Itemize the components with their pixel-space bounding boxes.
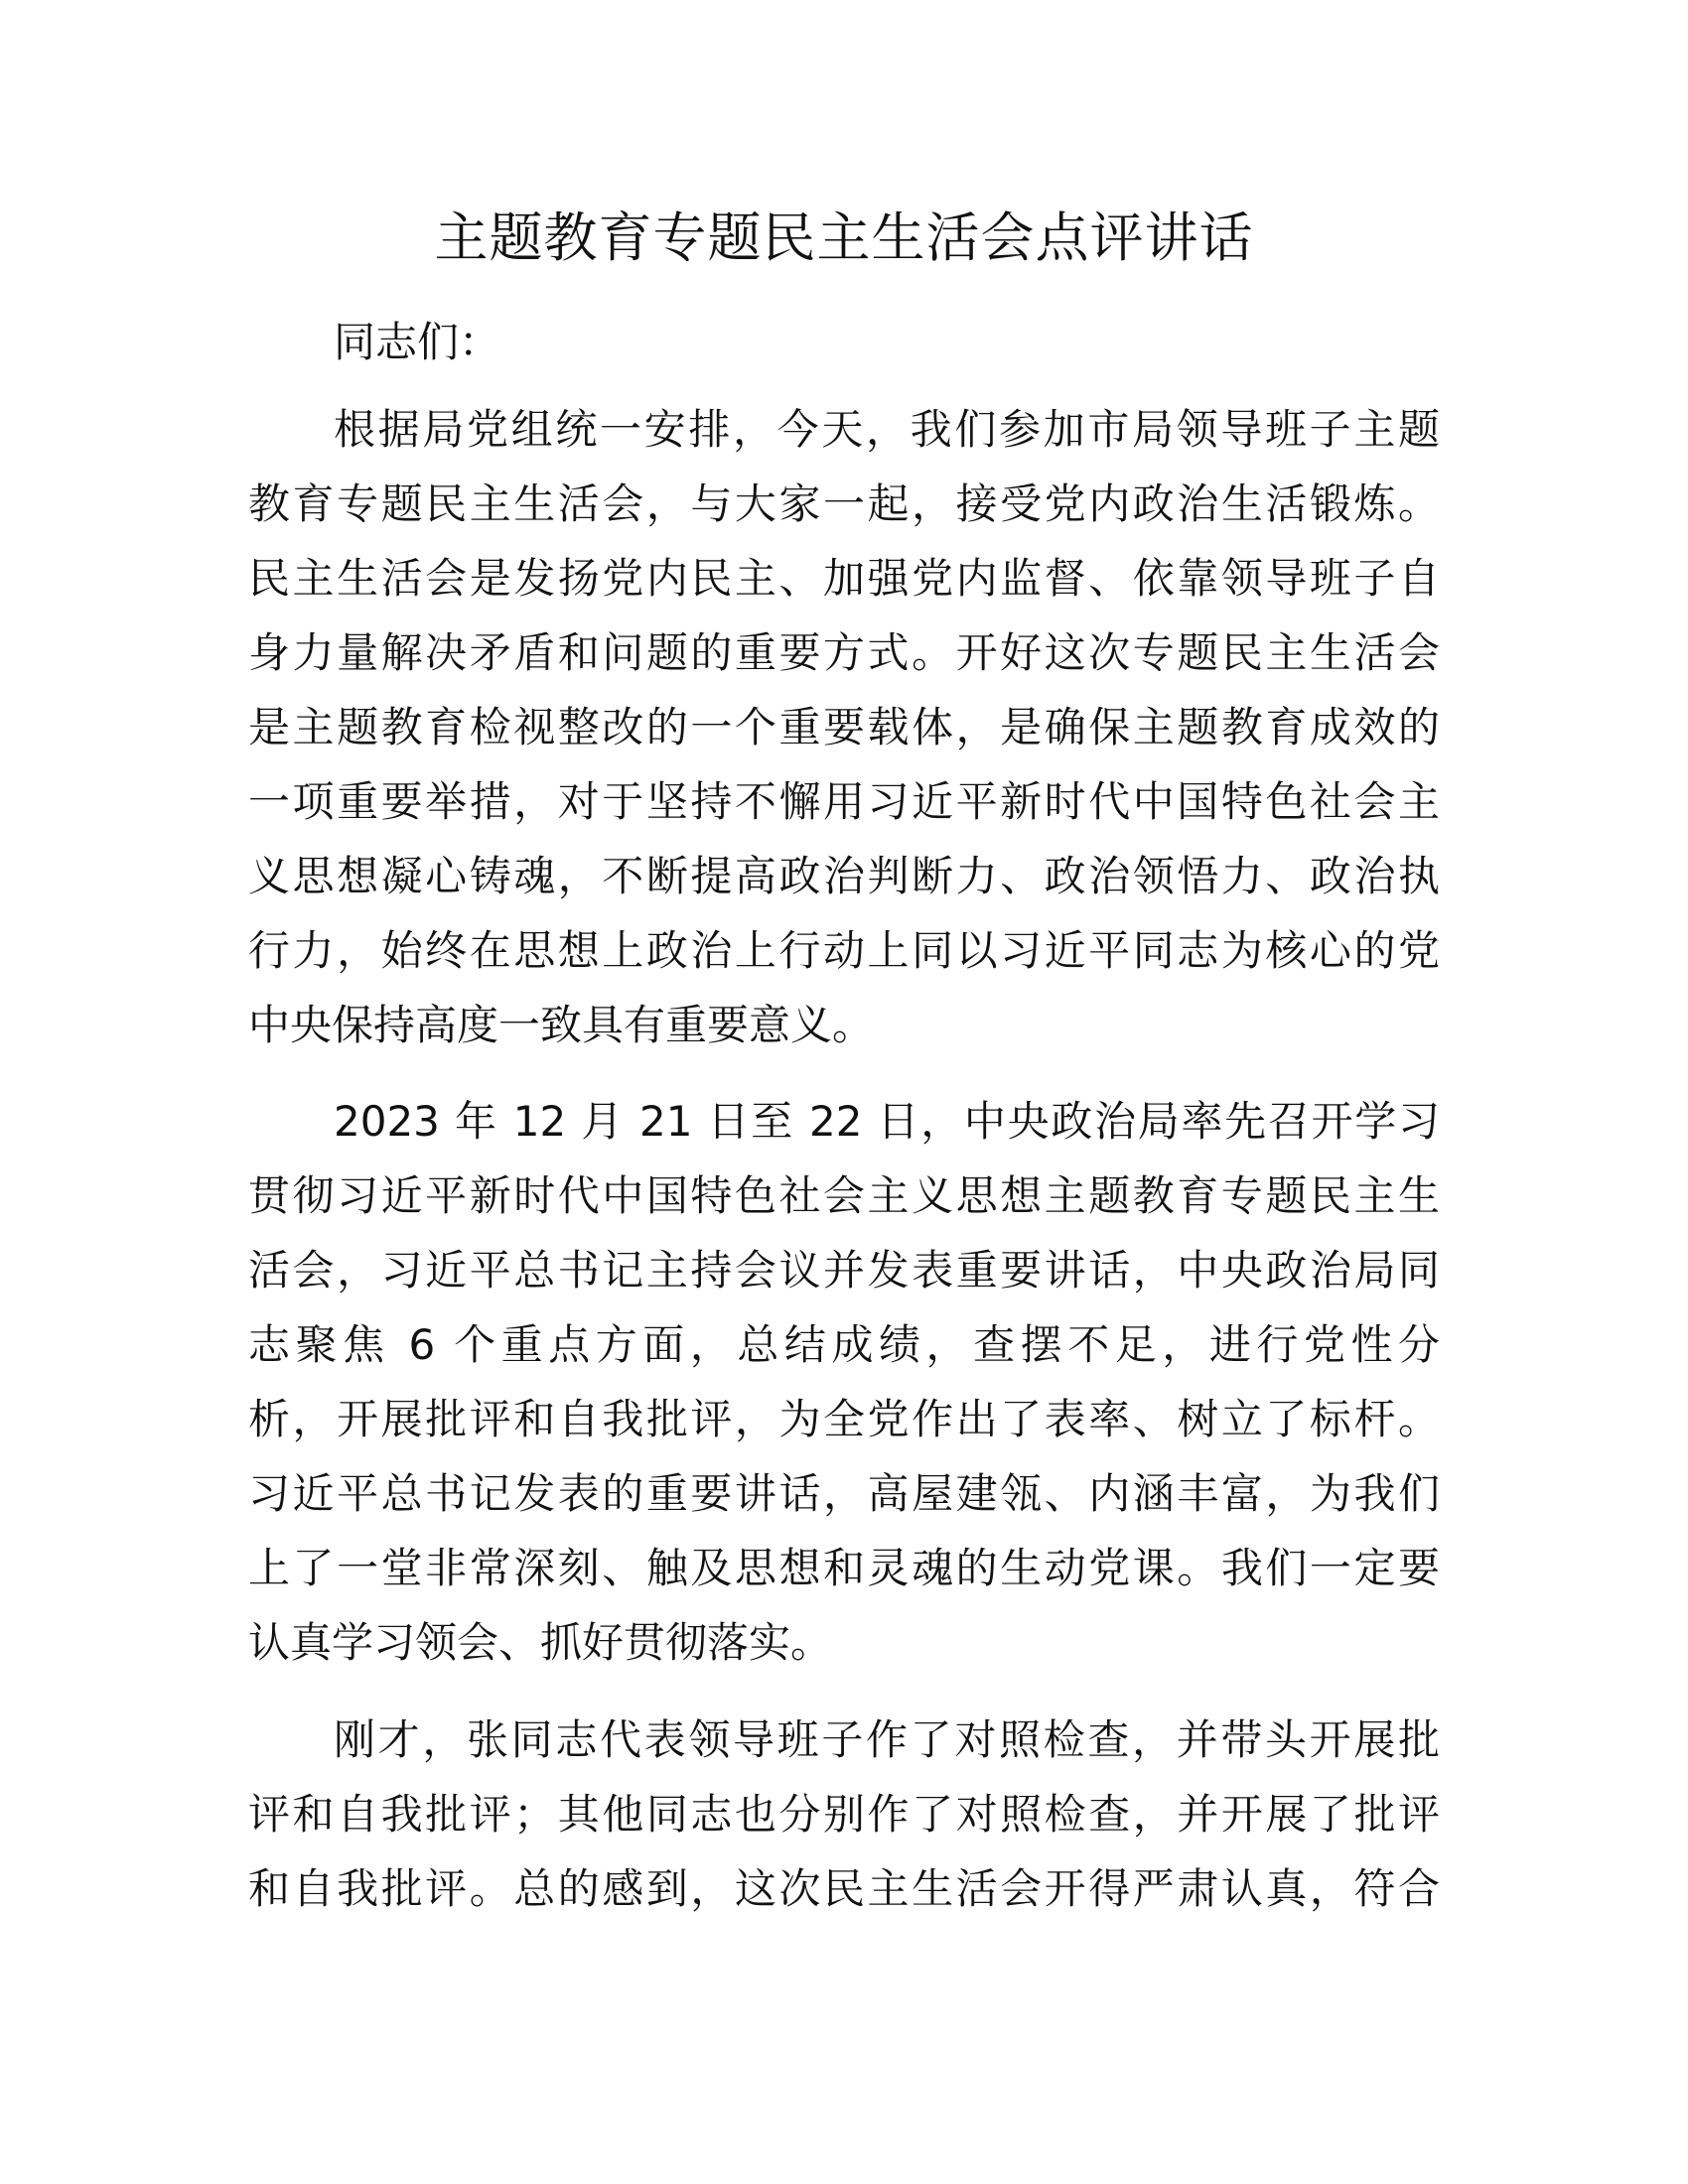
paragraph-1-line-9: 中央保持高度一致具有重要意义。 [248,1001,875,1049]
paragraph-2-line-8: 认真学习领会、抓好贯彻落实。 [248,1618,833,1667]
paragraph-1-line-5: 是主题教育检视整改的一个重要载体，是确保主题教育成效的 [248,703,1440,751]
paragraph-1-line-3: 民主生活会是发扬党内民主、加强党内监督、依靠领导班子自 [248,554,1440,603]
paragraph-3-line-1: 刚才，张同志代表领导班子作了对照检查，并带头开展批 [334,1715,1440,1764]
paragraph-1-line-2: 教育专题民主生活会，与大家一起，接受党内政治生活锻炼。 [248,479,1440,528]
paragraph-1-line-1: 根据局党组统一安排，今天，我们参加市局领导班子主题 [334,405,1440,454]
paragraph-2-line-5: 析，开展批评和自我批评，为全党作出了表率、树立了标杆。 [248,1395,1440,1443]
paragraph-1-line-8: 行力，始终在思想上政治上行动上同以习近平同志为核心的党 [248,926,1440,975]
paragraph-2-line-6: 习近平总书记发表的重要讲话，高屋建瓴、内涵丰富，为我们 [248,1469,1440,1518]
paragraph-3-line-3: 和自我批评。总的感到，这次民主生活会开得严肃认真，符合 [248,1864,1440,1913]
paragraph-1-line-4: 身力量解决矛盾和问题的重要方式。开好这次专题民主生活会 [248,628,1440,677]
document-title: 主题教育专题民主生活会点评讲话 [434,206,1254,269]
paragraph-2-line-7: 上了一堂非常深刻、触及思想和灵魂的生动党课。我们一定要 [248,1544,1440,1592]
paragraph-2-line-1: 2023 年 12 月 21 日至 22 日，中央政治局率先召开学习 [334,1097,1440,1146]
paragraph-2-line-3: 活会，习近平总书记主持会议并发表重要讲话，中央政治局同 [248,1246,1440,1295]
paragraph-2-line-2: 贯彻习近平新时代中国特色社会主义思想主题教育专题民主生 [248,1171,1440,1220]
paragraph-1-line-6: 一项重要举措，对于坚持不懈用习近平新时代中国特色社会主 [248,777,1440,826]
paragraph-3-line-2: 评和自我批评；其他同志也分别作了对照检查，并开展了批评 [248,1790,1440,1839]
salutation: 同志们： [334,318,501,366]
paragraph-2-line-4: 志聚焦 6 个重点方面，总结成绩，查摆不足，进行党性分 [248,1320,1440,1369]
paragraph-1-line-7: 义思想凝心铸魂，不断提高政治判断力、政治领悟力、政治执 [248,852,1440,900]
